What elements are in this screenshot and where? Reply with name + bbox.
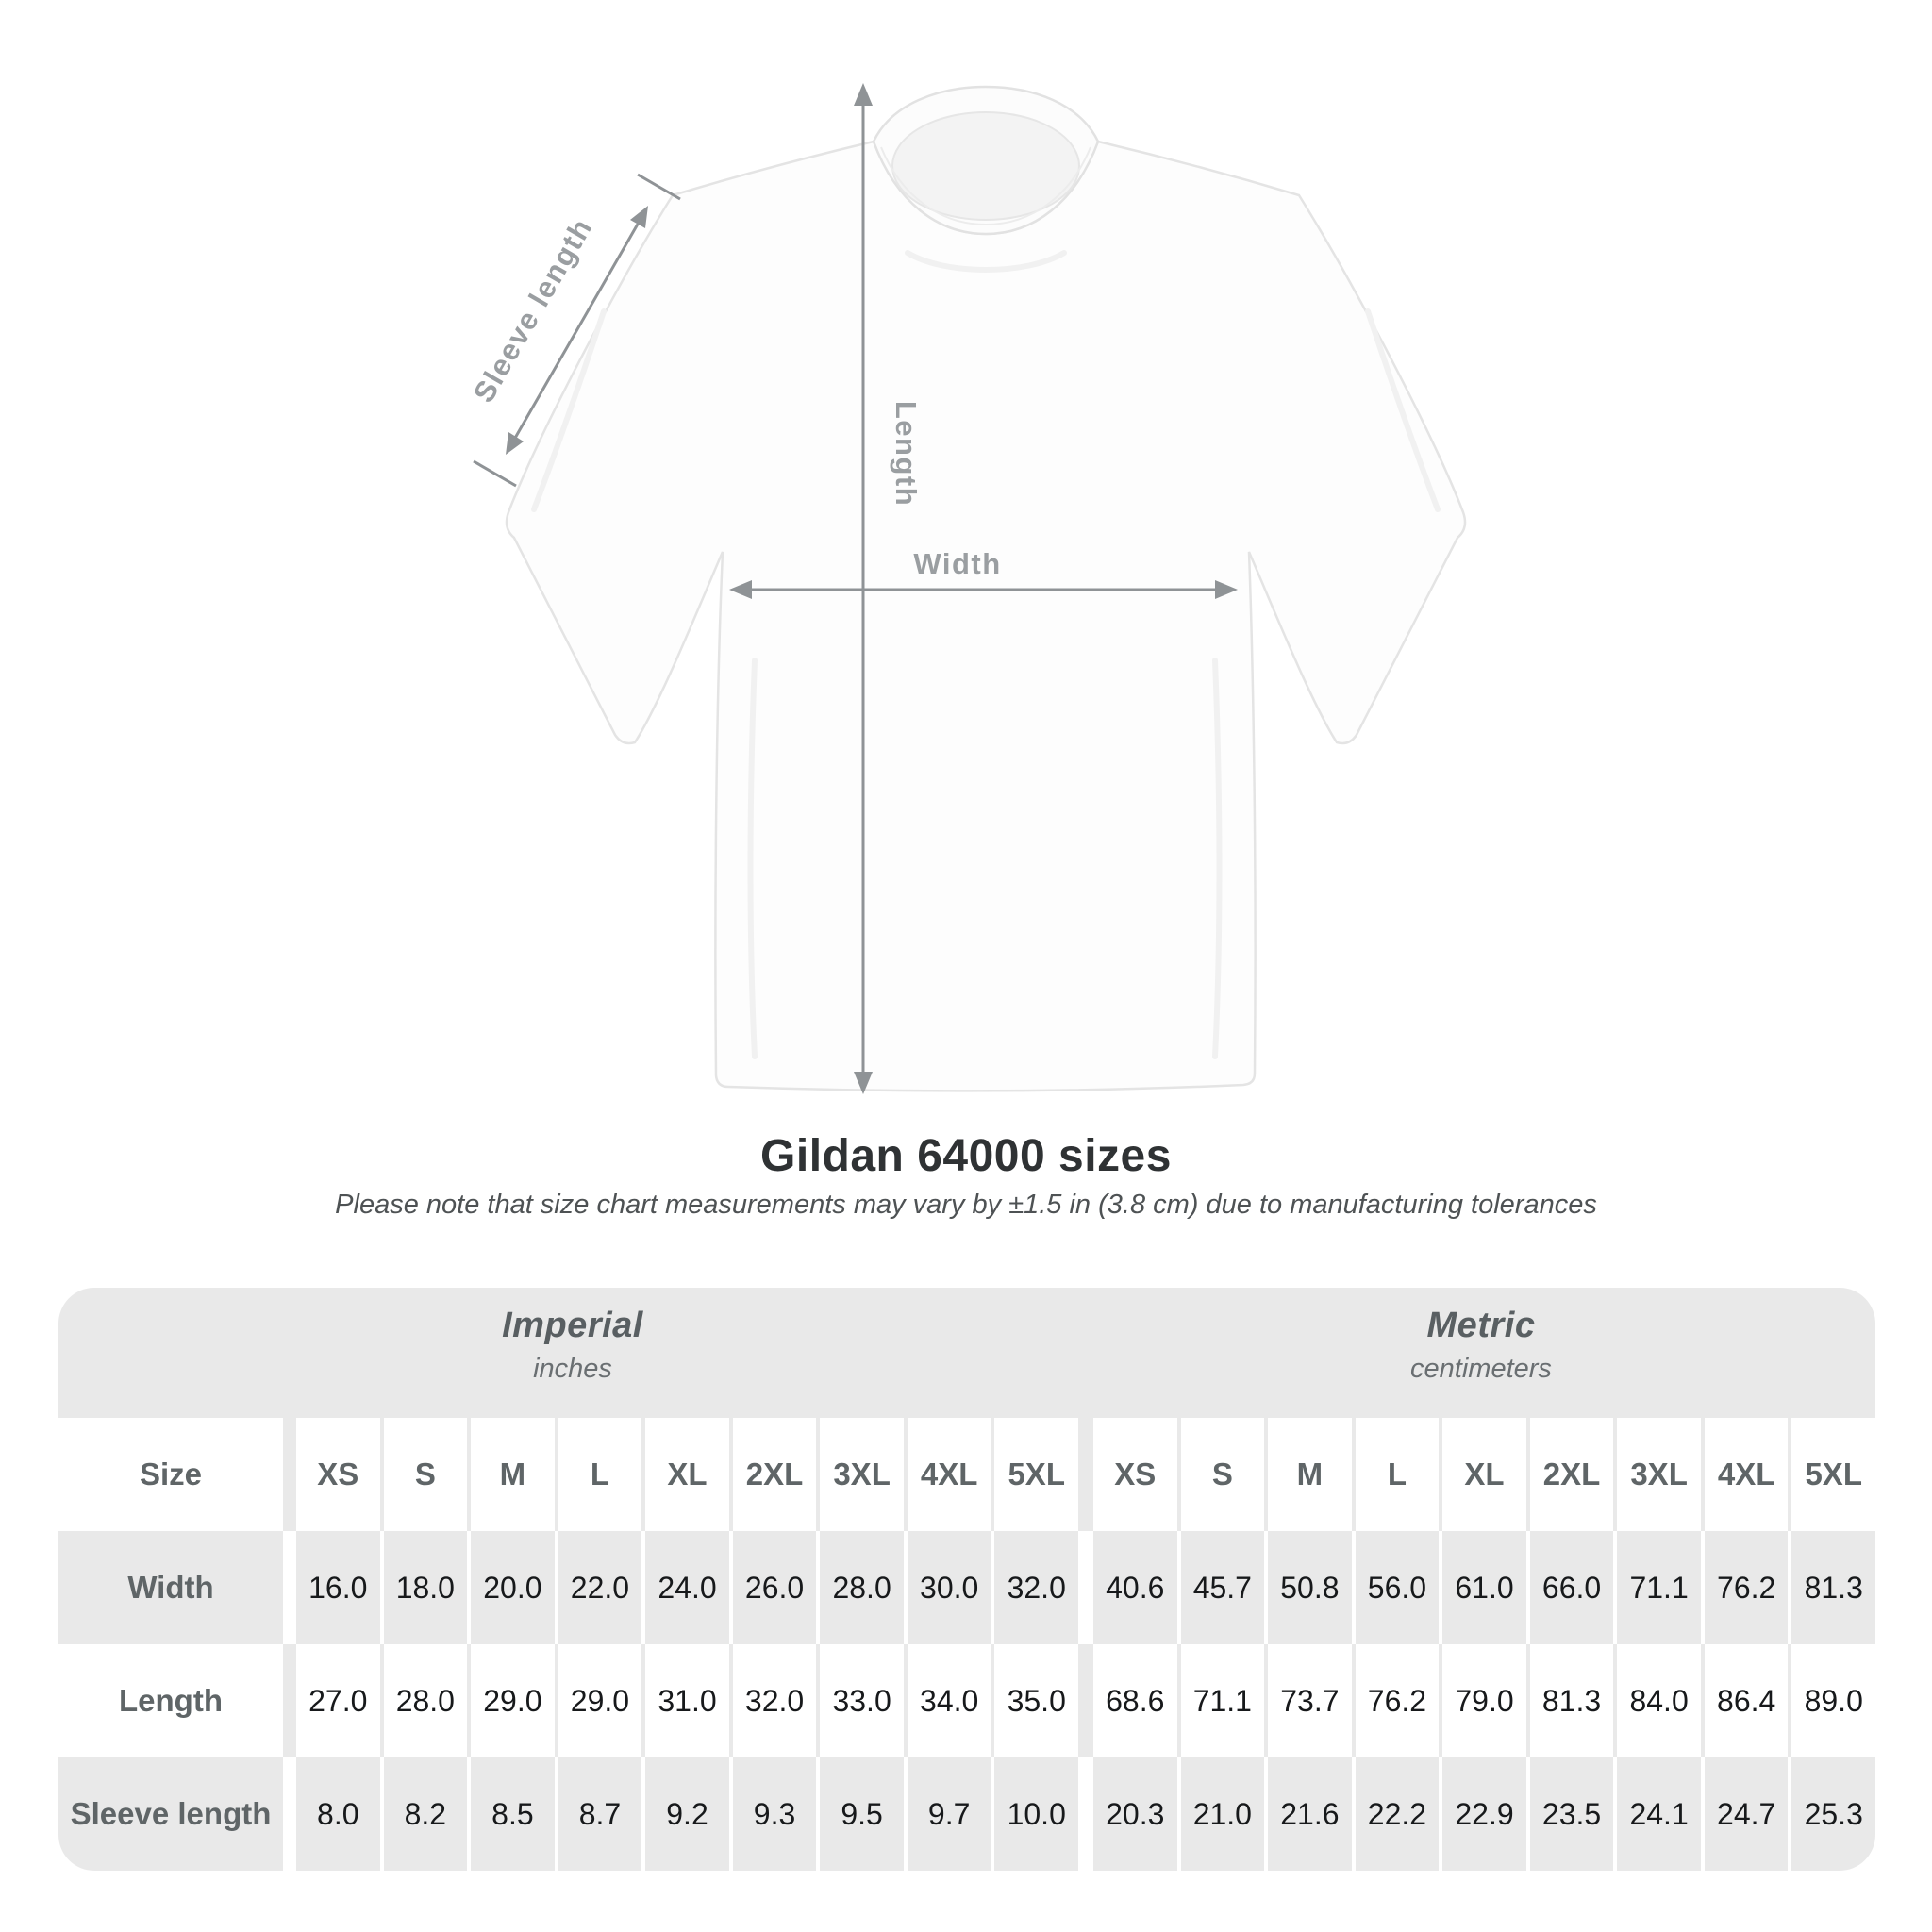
sleeve-imperial-l: 8.7 (558, 1757, 642, 1871)
length-metric-l: 76.2 (1356, 1644, 1440, 1757)
imperial-unit-label: inches (533, 1354, 612, 1384)
width-metric-s: 45.7 (1181, 1531, 1265, 1644)
imperial-label: Imperial (502, 1306, 643, 1345)
length-imperial-3xl: 33.0 (820, 1644, 904, 1757)
metric-label: Metric (1426, 1306, 1536, 1345)
width-metric-4xl: 76.2 (1705, 1531, 1789, 1644)
table-row-sizes (58, 1418, 1875, 1531)
sleeve-metric-m: 21.6 (1268, 1757, 1352, 1871)
width-imperial-3xl: 28.0 (820, 1531, 904, 1644)
length-imperial-xl: 31.0 (645, 1644, 729, 1757)
group-divider (287, 1644, 292, 1757)
width-label: Width (913, 547, 1002, 580)
size-header-metric-m: M (1268, 1418, 1352, 1531)
length-metric-s: 71.1 (1181, 1644, 1265, 1757)
width-metric-xs: 40.6 (1093, 1531, 1177, 1644)
width-imperial-xs: 16.0 (296, 1531, 380, 1644)
size-table (58, 1288, 1875, 1871)
width-imperial-m: 20.0 (471, 1531, 555, 1644)
metric-unit-label: centimeters (1410, 1354, 1552, 1384)
width-metric-xl: 61.0 (1442, 1531, 1526, 1644)
width-metric-l: 56.0 (1356, 1531, 1440, 1644)
width-imperial-s: 18.0 (384, 1531, 468, 1644)
size-column-header: Size (58, 1418, 283, 1531)
sleeve-imperial-xs: 8.0 (296, 1757, 380, 1871)
size-header-metric-xl: XL (1442, 1418, 1526, 1531)
size-header-metric-5xl: 5XL (1791, 1418, 1875, 1531)
group-divider (1082, 1418, 1090, 1531)
size-header-imperial-xl: XL (645, 1418, 729, 1531)
sleeve-imperial-xl: 9.2 (645, 1757, 729, 1871)
size-header-metric-3xl: 3XL (1617, 1418, 1701, 1531)
size-header-imperial-5xl: 5XL (994, 1418, 1078, 1531)
width-metric-3xl: 71.1 (1617, 1531, 1701, 1644)
size-header-imperial-s: S (384, 1418, 468, 1531)
row-label-length: Length (58, 1644, 283, 1757)
length-metric-4xl: 86.4 (1705, 1644, 1789, 1757)
sleeve-imperial-5xl: 10.0 (994, 1757, 1078, 1871)
size-header-imperial-m: M (471, 1418, 555, 1531)
length-imperial-m: 29.0 (471, 1644, 555, 1757)
width-imperial-l: 22.0 (558, 1531, 642, 1644)
group-divider (287, 1531, 292, 1644)
size-header-metric-xs: XS (1093, 1418, 1177, 1531)
size-header-metric-2xl: 2XL (1530, 1418, 1614, 1531)
width-imperial-4xl: 30.0 (908, 1531, 991, 1644)
sleeve-metric-xs: 20.3 (1093, 1757, 1177, 1871)
table-row-sleeve-length (58, 1757, 1875, 1871)
length-label: Length (890, 400, 923, 508)
length-imperial-l: 29.0 (558, 1644, 642, 1757)
size-header-metric-l: L (1356, 1418, 1440, 1531)
group-divider (1082, 1531, 1090, 1644)
width-metric-2xl: 66.0 (1530, 1531, 1614, 1644)
length-metric-2xl: 81.3 (1530, 1644, 1614, 1757)
length-metric-xl: 79.0 (1442, 1644, 1526, 1757)
length-imperial-xs: 27.0 (296, 1644, 380, 1757)
length-imperial-4xl: 34.0 (908, 1644, 991, 1757)
size-header-metric-s: S (1181, 1418, 1265, 1531)
sleeve-imperial-3xl: 9.5 (820, 1757, 904, 1871)
width-metric-5xl: 81.3 (1791, 1531, 1875, 1644)
sleeve-metric-3xl: 24.1 (1617, 1757, 1701, 1871)
group-divider (287, 1757, 292, 1871)
length-metric-3xl: 84.0 (1617, 1644, 1701, 1757)
length-imperial-5xl: 35.0 (994, 1644, 1078, 1757)
length-metric-5xl: 89.0 (1791, 1644, 1875, 1757)
group-divider (287, 1418, 292, 1531)
tolerance-note: Please note that size chart measurements may vary by ±1.5 in (3.8 cm) due to manufacturing tolerances (335, 1190, 1597, 1220)
width-imperial-2xl: 26.0 (733, 1531, 817, 1644)
group-divider (1082, 1644, 1090, 1757)
size-header-imperial-xs: XS (296, 1418, 380, 1531)
length-metric-m: 73.7 (1268, 1644, 1352, 1757)
table-row-width (58, 1531, 1875, 1644)
size-header-imperial-3xl: 3XL (820, 1418, 904, 1531)
sleeve-imperial-s: 8.2 (384, 1757, 468, 1871)
imperial-group-header (58, 1280, 1087, 1410)
length-imperial-2xl: 32.0 (733, 1644, 817, 1757)
sleeve-imperial-2xl: 9.3 (733, 1757, 817, 1871)
sleeve-metric-s: 21.0 (1181, 1757, 1265, 1871)
sleeve-metric-4xl: 24.7 (1705, 1757, 1789, 1871)
table-row-length (58, 1644, 1875, 1757)
sleeve-length-label: Sleeve length (466, 212, 599, 408)
size-header-imperial-2xl: 2XL (733, 1418, 817, 1531)
length-metric-xs: 68.6 (1093, 1644, 1177, 1757)
width-imperial-5xl: 32.0 (994, 1531, 1078, 1644)
size-header-imperial-l: L (558, 1418, 642, 1531)
width-metric-m: 50.8 (1268, 1531, 1352, 1644)
row-label-width: Width (58, 1531, 283, 1644)
metric-group-header (1087, 1280, 1875, 1410)
sleeve-metric-l: 22.2 (1356, 1757, 1440, 1871)
width-imperial-xl: 24.0 (645, 1531, 729, 1644)
sleeve-metric-xl: 22.9 (1442, 1757, 1526, 1871)
size-header-metric-4xl: 4XL (1705, 1418, 1789, 1531)
sleeve-metric-2xl: 23.5 (1530, 1757, 1614, 1871)
sleeve-imperial-4xl: 9.7 (908, 1757, 991, 1871)
size-header-imperial-4xl: 4XL (908, 1418, 991, 1531)
sleeve-metric-5xl: 25.3 (1791, 1757, 1875, 1871)
sleeve-imperial-m: 8.5 (471, 1757, 555, 1871)
unit-group-band (58, 1288, 1875, 1418)
page-title: Gildan 64000 sizes (760, 1131, 1172, 1181)
row-label-sleeve-length: Sleeve length (58, 1757, 283, 1871)
group-divider (1082, 1757, 1090, 1871)
length-imperial-s: 28.0 (384, 1644, 468, 1757)
